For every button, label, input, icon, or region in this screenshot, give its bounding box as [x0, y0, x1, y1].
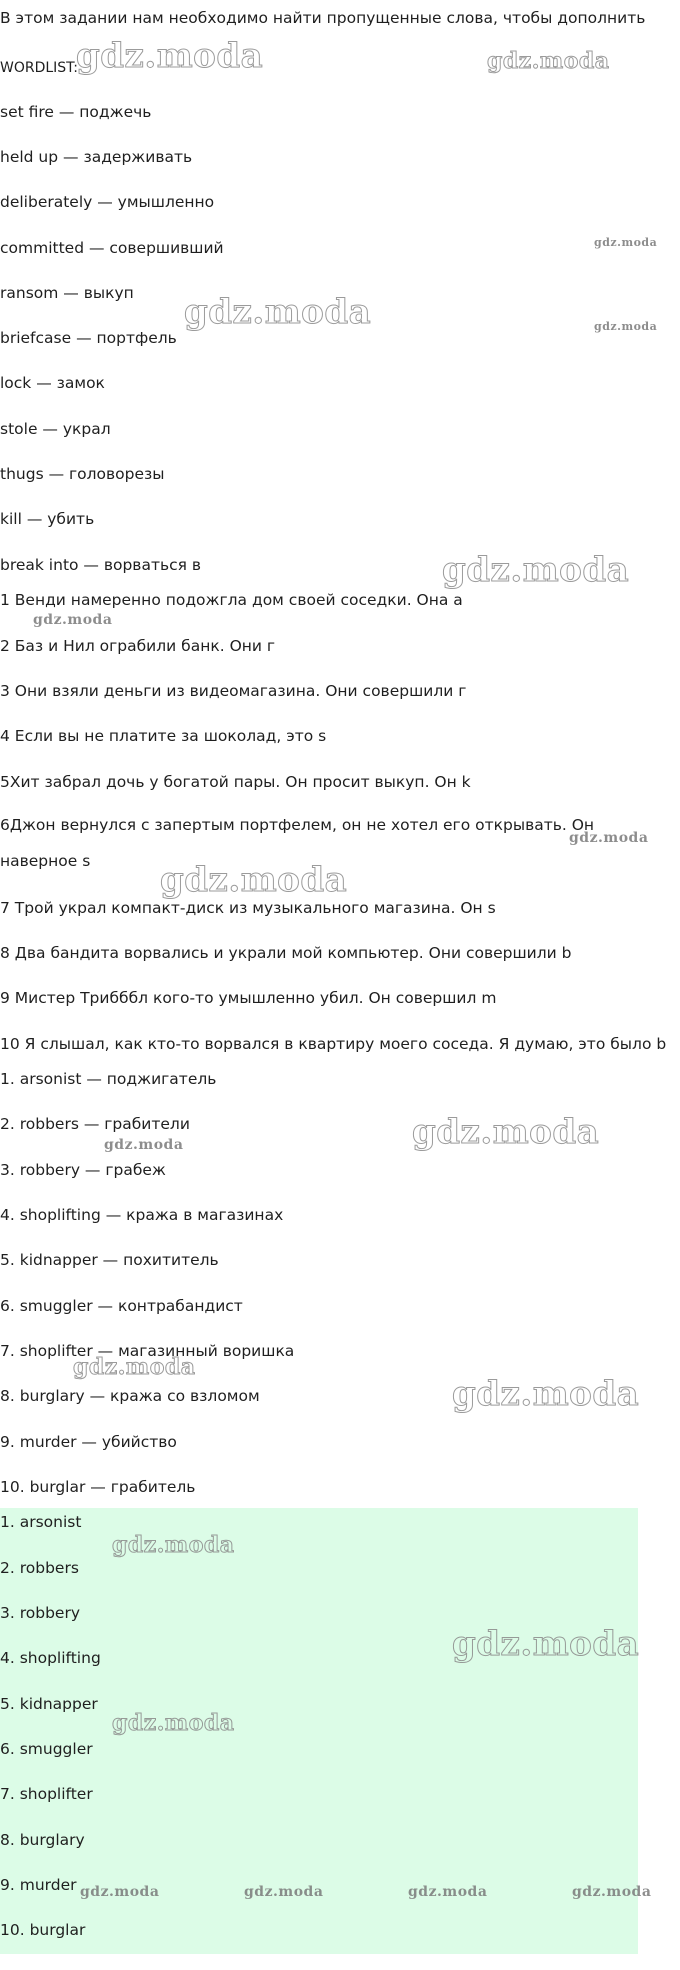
- translation-item: 10. burglar — грабитель: [0, 1478, 196, 1496]
- watermark: gdz.moda: [80, 1884, 160, 1900]
- wordlist-label: WORDLIST:: [0, 60, 78, 76]
- translation-item: 3. robbery — грабеж: [0, 1161, 166, 1179]
- watermark: gdz.moda: [594, 320, 658, 333]
- answer-item: 1. arsonist: [0, 1513, 82, 1531]
- wordlist-item: briefcase — портфель: [0, 329, 177, 347]
- wordlist-item: deliberately — умышленно: [0, 193, 215, 211]
- translation-item: 9. murder — убийство: [0, 1433, 177, 1451]
- translation-item: 2. robbers — грабители: [0, 1115, 190, 1133]
- translation-item: 6. smuggler — контрабандист: [0, 1297, 243, 1315]
- wordlist-item: stole — украл: [0, 420, 111, 438]
- answer-item: 9. murder: [0, 1876, 77, 1894]
- watermark: gdz.moda: [594, 236, 658, 249]
- answer-item: 7. shoplifter: [0, 1785, 93, 1803]
- wordlist-item: kill — убить: [0, 510, 95, 528]
- sentence-item: 4 Если вы не платите за шоколад, это s: [0, 727, 327, 745]
- answer-item: 8. burglary: [0, 1831, 85, 1849]
- answer-item: 2. robbers: [0, 1559, 79, 1577]
- wordlist-item: ransom — выкуп: [0, 284, 134, 302]
- translation-item: 4. shoplifting — кража в магазинах: [0, 1206, 284, 1224]
- sentence-item: 9 Мистер Трибббл кого-то умышленно убил. Он совершил m: [0, 989, 497, 1007]
- watermark: gdz.moda: [412, 1112, 600, 1152]
- watermark: gdz.moda: [452, 1624, 640, 1664]
- sentence-item: 7 Трой украл компакт-диск из музыкального магазина. Он s: [0, 899, 496, 917]
- watermark: gdz.moda: [184, 292, 372, 332]
- watermark: gdz.moda: [408, 1884, 488, 1900]
- answer-item: 5. kidnapper: [0, 1695, 98, 1713]
- sentence-item: 5Хит забрал дочь у богатой пары. Он просит выкуп. Он k: [0, 773, 471, 791]
- watermark: gdz.moda: [73, 1354, 196, 1380]
- watermark: gdz.moda: [572, 1884, 652, 1900]
- wordlist-item: committed — совершивший: [0, 239, 224, 257]
- intro-text: В этом задании нам необходимо найти пропущенные слова, чтобы дополнить: [0, 9, 646, 27]
- sentence-item: 3 Они взяли деньги из видеомагазина. Они совершили г: [0, 682, 467, 700]
- wordlist-item: held up — задерживать: [0, 148, 193, 166]
- sentence-item: 10 Я слышал, как кто-то ворвался в квартиру моего соседа. Я думаю, это было b: [0, 1035, 667, 1053]
- watermark: gdz.moda: [244, 1884, 324, 1900]
- answer-item: 4. shoplifting: [0, 1649, 101, 1667]
- watermark: gdz.moda: [33, 612, 113, 628]
- sentence-item: 2 Баз и Нил ограбили банк. Они г: [0, 637, 276, 655]
- watermark: gdz.moda: [452, 1374, 640, 1414]
- watermark: gdz.moda: [569, 830, 649, 846]
- sentence-item: 1 Венди намеренно подожгла дом своей соседки. Она а: [0, 591, 463, 609]
- answer-item: 10. burglar: [0, 1921, 86, 1939]
- watermark: gdz.moda: [160, 860, 348, 900]
- translation-item: 1. arsonist — поджигатель: [0, 1070, 217, 1088]
- answer-item: 6. smuggler: [0, 1740, 93, 1758]
- wordlist-item: lock — замок: [0, 374, 105, 392]
- watermark: gdz.moda: [112, 1532, 235, 1558]
- answer-item: 3. robbery: [0, 1604, 80, 1622]
- sentence-item: 6Джон вернулся с запертым портфелем, он не хотел его открывать. Он наверное s: [0, 816, 595, 870]
- sentence-item: 8 Два бандита ворвались и украли мой компьютер. Они совершили b: [0, 944, 572, 962]
- watermark: gdz.moda: [442, 550, 630, 590]
- wordlist-item: break into — ворваться в: [0, 556, 202, 574]
- wordlist-item: thugs — головорезы: [0, 465, 165, 483]
- watermark: gdz.moda: [76, 36, 264, 76]
- wordlist-item: set fire — поджечь: [0, 103, 152, 121]
- watermark: gdz.moda: [487, 48, 610, 74]
- translation-item: 5. kidnapper — похититель: [0, 1251, 219, 1269]
- translation-item: 7. shoplifter — магазинный воришка: [0, 1342, 295, 1360]
- watermark: gdz.moda: [104, 1137, 184, 1153]
- watermark: gdz.moda: [112, 1710, 235, 1736]
- translation-item: 8. burglary — кража со взломом: [0, 1387, 260, 1405]
